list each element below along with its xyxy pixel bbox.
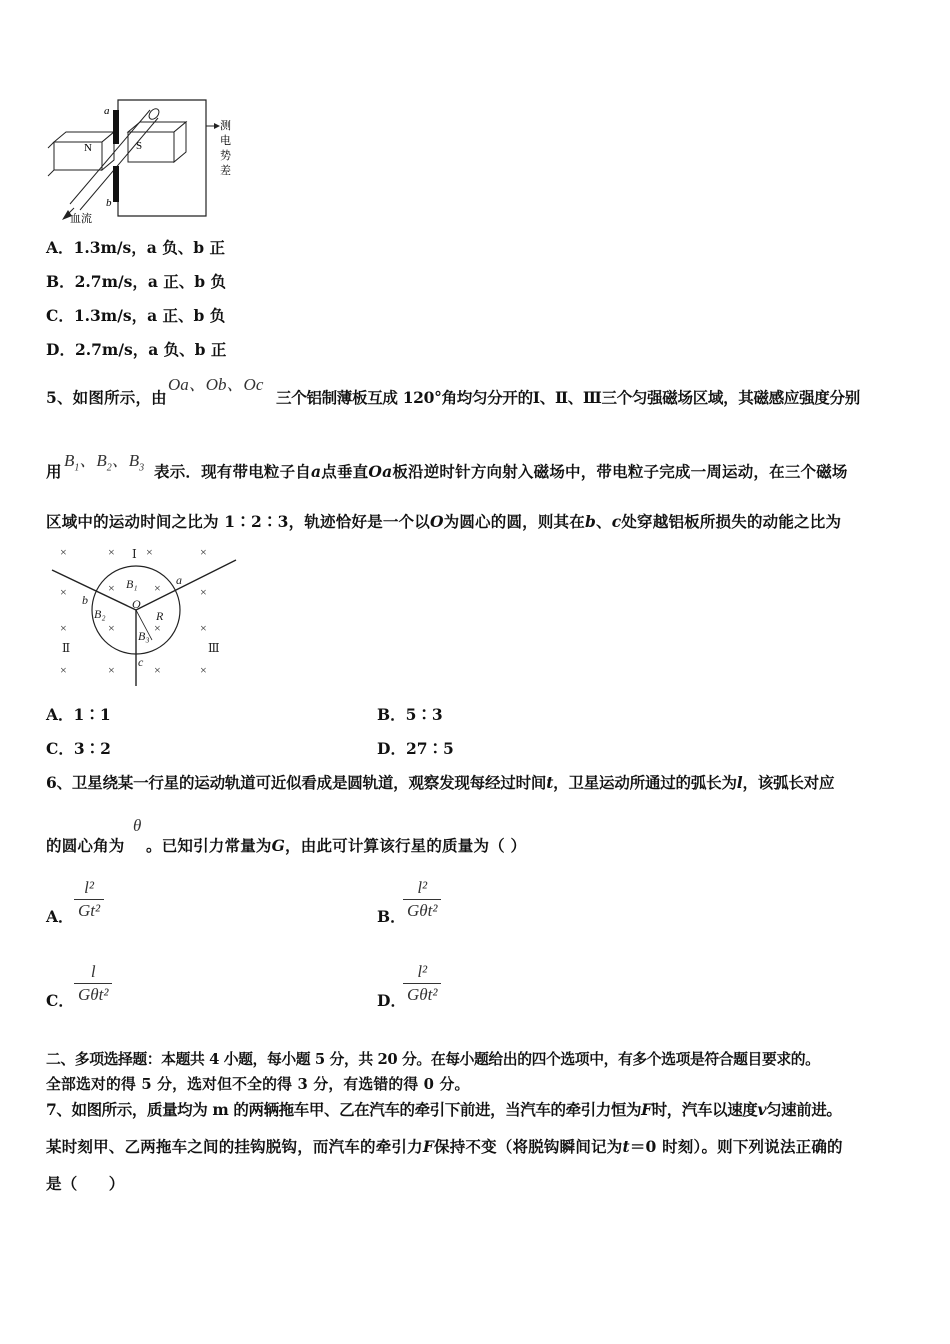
q6-option-c-letter[interactable]: C． xyxy=(46,991,74,1010)
point-a-label: a xyxy=(176,573,182,587)
region-1-label: Ⅰ xyxy=(132,547,137,561)
b-subscript: 1 xyxy=(74,462,80,474)
cross-mark: × xyxy=(108,663,115,677)
label-n: N xyxy=(84,142,92,154)
option-letter: C． xyxy=(46,306,74,325)
point-c-label: c xyxy=(138,655,144,669)
region-2-label: Ⅱ xyxy=(62,641,71,655)
q7-line3: 是（ ） xyxy=(46,1174,125,1193)
b-symbol: B xyxy=(96,451,107,470)
q6-option-b-fraction[interactable]: l² Gθt² xyxy=(403,878,441,921)
aluminum-plates xyxy=(52,560,236,686)
label-a: a xyxy=(104,105,110,117)
q5-option-a[interactable]: A．1∶1 xyxy=(46,705,111,724)
q5-line3-text: 区域中的运动时间之比为 1∶2∶3，轨迹恰好是一个以O为圆心的圆，则其在b、c处穿越铝板所损失的动能之比为 xyxy=(46,512,842,531)
q6-option-d-letter[interactable]: D． xyxy=(377,991,406,1010)
label-flow: 血流 xyxy=(70,213,92,224)
q7-line2: 某时刻甲、乙两拖车之间的挂钩脱钩，而汽车的牵引力F保持不变（将脱钩瞬间记为t＝0 时刻）。则下列说法正确的 xyxy=(46,1137,843,1156)
cross-mark: × xyxy=(154,581,161,595)
q4-option-b[interactable] xyxy=(46,270,226,292)
label-s: S xyxy=(136,140,143,152)
magnetic-field-figure xyxy=(46,540,246,690)
cross-mark: × xyxy=(154,621,161,635)
side-label-4: 差 xyxy=(220,165,231,177)
q5-prefix: 5、如图所示，由 xyxy=(46,388,167,407)
q4-option-c[interactable] xyxy=(46,304,225,326)
q5-line1-rest: 三个铝制薄板互成 120°角均匀分开的Ⅰ、Ⅱ、Ⅲ三个匀强磁场区域，其磁感应强度分别 xyxy=(276,388,860,407)
blood-flow-meter-figure xyxy=(44,96,234,224)
electrode-a xyxy=(113,110,119,144)
option-text: 1.3m/s，a 负、b 正 xyxy=(73,238,225,257)
b2-label: B₂ xyxy=(94,607,106,621)
region-3-label: Ⅲ xyxy=(208,641,220,655)
cross-mark: × xyxy=(200,585,207,599)
point-b-label: b xyxy=(82,593,88,607)
cross-mark: × xyxy=(60,663,67,677)
option-letter: D． xyxy=(46,340,75,359)
cross-mark: × xyxy=(200,621,207,635)
cross-mark: × xyxy=(108,545,115,559)
q6-option-a-letter[interactable]: A． xyxy=(46,907,74,926)
q5-line2-pre: 用 xyxy=(46,462,62,481)
q5-line2-text: 表示．现有带电粒子自a点垂直Oa板沿逆时针方向射入磁场中，带电粒子完成一周运动，在三个磁场 xyxy=(154,462,848,481)
side-label-2: 电 xyxy=(220,135,231,147)
q6-line2-rest: 。已知引力常量为G，由此可计算该行星的质量为（ ） xyxy=(146,836,527,855)
q5-option-c[interactable]: C．3∶2 xyxy=(46,739,111,758)
cross-mark: × xyxy=(108,621,115,635)
b-symbol: B xyxy=(128,451,140,470)
q5-b-fields xyxy=(64,446,144,473)
side-label-3: 势 xyxy=(220,150,231,162)
option-text: 2.7m/s，a 负、b 正 xyxy=(74,340,227,359)
option-text: 2.7m/s，a 正、b 负 xyxy=(74,272,227,291)
q6-line2-pre: 的圆心角为 xyxy=(46,836,125,855)
q6-option-d-fraction[interactable]: l² Gθt² xyxy=(403,962,441,1005)
cross-mark: × xyxy=(200,663,207,677)
separator: 、 xyxy=(111,451,129,470)
q6-option-a-fraction[interactable]: l² Gt² xyxy=(74,878,104,921)
label-b: b xyxy=(106,197,112,209)
cross-mark: × xyxy=(60,585,67,599)
option-text: 1.3m/s，a 正、b 负 xyxy=(73,306,226,325)
b3-label: B₃ xyxy=(138,629,150,643)
cross-mark: × xyxy=(60,621,67,635)
magnet-n xyxy=(48,132,114,176)
q7-line1: 7、如图所示，质量均为 m 的两辆拖车甲、乙在汽车的牵引下前进，当汽车的牵引力恒为F时，汽车以速度v匀速前进。 xyxy=(46,1100,842,1119)
option-letter: B． xyxy=(46,272,75,291)
cross-mark: × xyxy=(154,663,161,677)
q6-theta: θ xyxy=(133,816,142,835)
b1-label: B₁ xyxy=(126,577,138,591)
electrode-b xyxy=(113,166,119,202)
q6-option-b-letter[interactable]: B． xyxy=(377,907,406,926)
cross-mark: × xyxy=(146,545,153,559)
q5-option-b[interactable]: B．5∶3 xyxy=(377,705,443,724)
q6-option-c-fraction[interactable]: l Gθt² xyxy=(74,962,112,1005)
section2-line1: 二、多项选择题：本题共 4 小题，每小题 5 分，共 20 分。在每小题给出的四个选项中，有多个选项是符合题目要求的。 xyxy=(46,1051,820,1068)
separator: 、 xyxy=(79,451,97,470)
q4-option-d[interactable] xyxy=(46,338,226,360)
b-subscript: 2 xyxy=(106,462,112,474)
side-label-1: 测 xyxy=(220,120,231,132)
q4-option-a[interactable] xyxy=(46,236,225,258)
radius-label: R xyxy=(156,609,164,623)
q5-plates: Oa、Ob、Oc xyxy=(168,375,264,394)
cross-mark: × xyxy=(108,581,115,595)
section2-line2: 全部选对的得 5 分，选对但不全的得 3 分，有选错的得 0 分。 xyxy=(46,1076,470,1093)
cross-mark: × xyxy=(60,545,67,559)
cross-mark: × xyxy=(200,545,207,559)
option-letter: A． xyxy=(46,238,74,257)
center-label: O xyxy=(132,597,141,611)
b-symbol: B xyxy=(64,451,75,470)
b-subscript: 3 xyxy=(139,462,145,474)
q5-option-d[interactable]: D．27∶5 xyxy=(377,739,454,758)
q6-line1: 6、卫星绕某一行星的运动轨道可近似看成是圆轨道，观察发现每经过时间t，卫星运动所通过的弧长为l，该弧长对应 xyxy=(46,773,835,792)
